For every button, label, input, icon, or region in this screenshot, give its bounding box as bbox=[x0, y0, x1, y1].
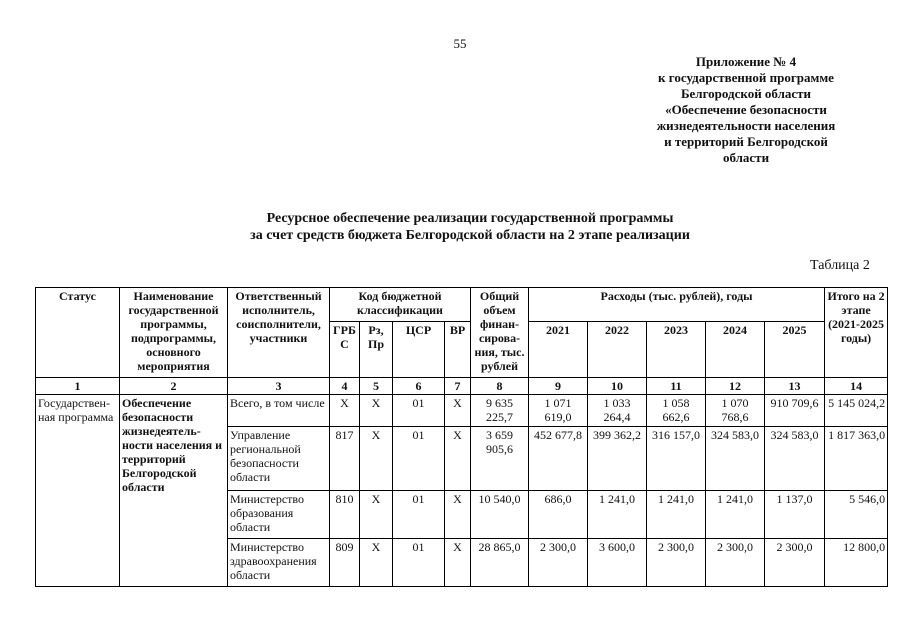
column-number: 5 bbox=[360, 378, 393, 395]
column-number: 1 bbox=[36, 378, 120, 395]
row-rzpr: Х bbox=[360, 491, 393, 539]
appendix-line: Белгородской области bbox=[680, 86, 812, 101]
row-vr: Х bbox=[445, 491, 471, 539]
row-grbs: 810 bbox=[330, 491, 360, 539]
row-2024: 324 583,0 bbox=[706, 427, 765, 491]
row-stage-total: 5 145 024,2 bbox=[825, 395, 888, 427]
row-executor: Министерство здравоохранения области bbox=[228, 539, 330, 587]
header-grbs: ГРБС bbox=[330, 322, 360, 378]
header-executor: Ответственный исполнитель, соисполнители, участники bbox=[228, 288, 330, 378]
row-2025: 324 583,0 bbox=[765, 427, 825, 491]
row-csr: 01 bbox=[393, 395, 445, 427]
column-number: 12 bbox=[706, 378, 765, 395]
header-year: 2025 bbox=[765, 322, 825, 378]
column-number: 4 bbox=[330, 378, 360, 395]
column-number: 7 bbox=[445, 378, 471, 395]
row-2021: 2 300,0 bbox=[529, 539, 588, 587]
row-stage-total: 5 546,0 bbox=[825, 491, 888, 539]
header-status: Статус bbox=[36, 288, 120, 378]
appendix-line: Приложение № 4 bbox=[695, 54, 797, 69]
row-2022: 1 241,0 bbox=[588, 491, 647, 539]
row-2021: 1 071 619,0 bbox=[529, 395, 588, 427]
row-rzpr: Х bbox=[360, 395, 393, 427]
row-total: 28 865,0 bbox=[471, 539, 529, 587]
header-budget-code: Код бюджетной классификации bbox=[330, 288, 471, 322]
row-csr: 01 bbox=[393, 427, 445, 491]
row-2022: 3 600,0 bbox=[588, 539, 647, 587]
column-number: 3 bbox=[228, 378, 330, 395]
appendix-line: жизнедеятельности населения bbox=[656, 118, 836, 133]
row-2024: 1 070 768,6 bbox=[706, 395, 765, 427]
resource-table bbox=[35, 287, 888, 587]
row-rzpr: Х bbox=[360, 427, 393, 491]
row-2023: 2 300,0 bbox=[647, 539, 706, 587]
row-executor: Управление региональной безопасности области bbox=[228, 427, 330, 491]
table-label: Таблица 2 bbox=[810, 258, 870, 273]
header-year: 2022 bbox=[588, 322, 647, 378]
row-rzpr: Х bbox=[360, 539, 393, 587]
column-number: 8 bbox=[471, 378, 529, 395]
column-number: 6 bbox=[393, 378, 445, 395]
header-rzpr: Рз, Пр bbox=[360, 322, 393, 378]
header-total-stage: Итого на 2 этапе (2021-2025 годы) bbox=[825, 288, 888, 378]
appendix-line: к государственной программе bbox=[658, 70, 834, 85]
column-number: 13 bbox=[765, 378, 825, 395]
header-vr: ВР bbox=[445, 322, 471, 378]
appendix-line: и территорий Белгородской bbox=[664, 134, 828, 149]
column-number: 14 bbox=[825, 378, 888, 395]
row-executor: Всего, в том числе bbox=[228, 395, 330, 427]
program-name: Обеспечение безопасности жизнедеятель-ности населения и территорий Белгородской области bbox=[120, 395, 228, 587]
row-stage-total: 1 817 363,0 bbox=[825, 427, 888, 491]
row-vr: Х bbox=[445, 395, 471, 427]
row-2022: 1 033 264,4 bbox=[588, 395, 647, 427]
column-number: 11 bbox=[647, 378, 706, 395]
header-expenses: Расходы (тыс. рублей), годы bbox=[529, 288, 825, 322]
document-title bbox=[200, 210, 740, 244]
header-csr: ЦСР bbox=[393, 322, 445, 378]
column-number: 9 bbox=[529, 378, 588, 395]
row-grbs: 809 bbox=[330, 539, 360, 587]
row-total: 3 659 905,6 bbox=[471, 427, 529, 491]
row-grbs: Х bbox=[330, 395, 360, 427]
title-line-2: за счет средств бюджета Белгородской области на 2 этапе реализации bbox=[250, 228, 690, 243]
row-vr: Х bbox=[445, 539, 471, 587]
row-stage-total: 12 800,0 bbox=[825, 539, 888, 587]
row-total: 9 635 225,7 bbox=[471, 395, 529, 427]
row-2025: 2 300,0 bbox=[765, 539, 825, 587]
row-2021: 452 677,8 bbox=[529, 427, 588, 491]
appendix-line: области bbox=[722, 150, 770, 165]
row-2023: 316 157,0 bbox=[647, 427, 706, 491]
row-2021: 686,0 bbox=[529, 491, 588, 539]
header-name: Наименование государственной программы, подпрограммы, основного мероприятия bbox=[120, 288, 228, 378]
row-2025: 910 709,6 bbox=[765, 395, 825, 427]
row-2023: 1 241,0 bbox=[647, 491, 706, 539]
header-total-volume: Общий объем финан-сирова-ния, тыс. рублей bbox=[471, 288, 529, 378]
row-2022: 399 362,2 bbox=[588, 427, 647, 491]
appendix-heading bbox=[630, 54, 862, 166]
row-2024: 2 300,0 bbox=[706, 539, 765, 587]
row-total: 10 540,0 bbox=[471, 491, 529, 539]
header-year: 2021 bbox=[529, 322, 588, 378]
program-status: Государствен-ная программа bbox=[36, 395, 120, 587]
row-executor: Министерство образования области bbox=[228, 491, 330, 539]
row-2024: 1 241,0 bbox=[706, 491, 765, 539]
header-year: 2023 bbox=[647, 322, 706, 378]
column-number: 10 bbox=[588, 378, 647, 395]
row-grbs: 817 bbox=[330, 427, 360, 491]
title-line-1: Ресурсное обеспечение реализации государственной программы bbox=[266, 211, 674, 226]
table-row bbox=[36, 395, 888, 427]
row-csr: 01 bbox=[393, 539, 445, 587]
page-number: 55 bbox=[453, 36, 467, 51]
appendix-line: «Обеспечение безопасности bbox=[665, 102, 827, 117]
row-vr: Х bbox=[445, 427, 471, 491]
row-csr: 01 bbox=[393, 491, 445, 539]
header-year: 2024 bbox=[706, 322, 765, 378]
column-number: 2 bbox=[120, 378, 228, 395]
row-2025: 1 137,0 bbox=[765, 491, 825, 539]
row-2023: 1 058 662,6 bbox=[647, 395, 706, 427]
